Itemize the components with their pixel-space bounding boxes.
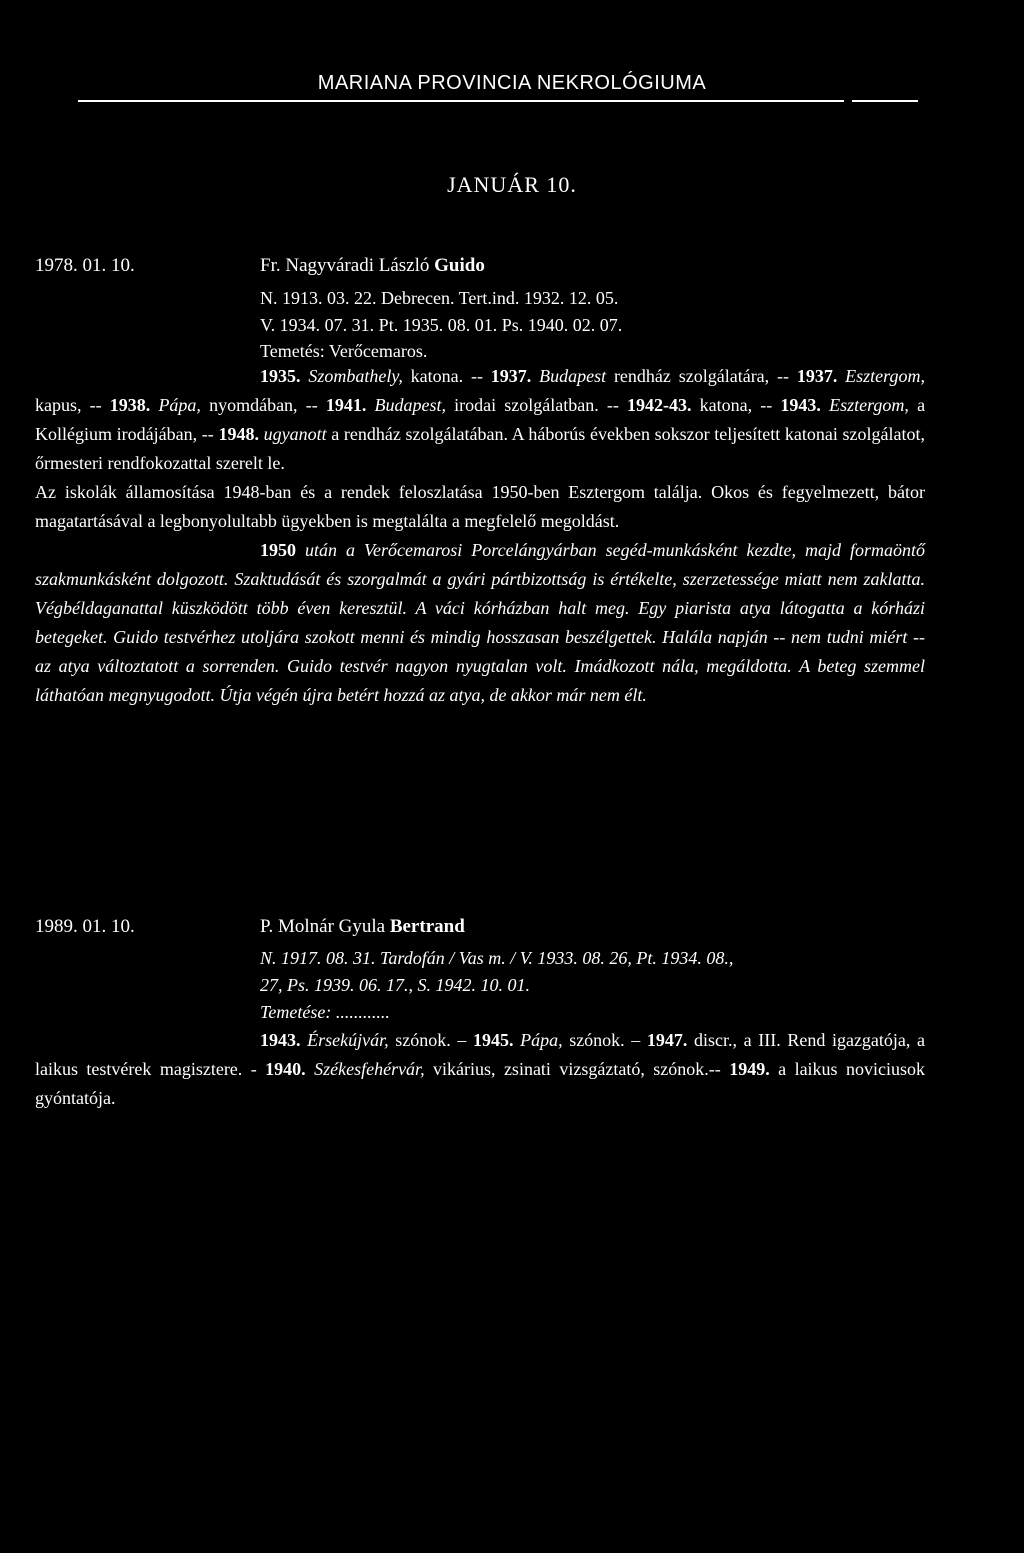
entry-date: 1978. 01. 10. (35, 255, 135, 276)
entry-name (260, 255, 485, 277)
entry-biography: 1943. Érsekújvár, szónok. – 1945. Pápa, szónok. – 1947. discr., a III. Rend igazgatója, a laikus testvérek magisztere. - 1940. Székesfehérvár, vikárius, zsinati vizsgáztató, szónok.-- 1949. a laikus noviciusok gyóntatója. (35, 1030, 926, 1108)
entry-name-prefix: P. Molnár Gyula (260, 916, 386, 937)
running-head: MARIANA PROVINCIA NEKROLÓGIUMA (317, 72, 707, 94)
entry-name-religious: Guido (434, 255, 485, 276)
date-heading: JANUÁR 10. (447, 172, 577, 197)
entry-vital-line: 27, Ps. 1939. 06. 17., S. 1942. 10. 01. (260, 975, 530, 995)
entry-burial-line: Temetés: Verőcemaros. (260, 341, 428, 361)
entry-vital-line: N. 1917. 08. 31. Tardofán / Vas m. / V. 1933. 08. 26, Pt. 1934. 08., (260, 948, 734, 968)
entry-vital-line: N. 1913. 03. 22. Debrecen. Tert.ind. 1932. 12. 05. (260, 288, 619, 308)
header-rule-short (852, 100, 918, 102)
entry-name (260, 916, 465, 938)
header-rule (78, 100, 844, 102)
entry-name-prefix: Fr. Nagyváradi László (260, 255, 430, 276)
entry-date: 1989. 01. 10. (35, 916, 135, 937)
entry-burial-line: Temetése: ............ (260, 1002, 390, 1022)
entry-vital-line: V. 1934. 07. 31. Pt. 1935. 08. 01. Ps. 1940. 02. 07. (260, 315, 623, 335)
entry-name-religious: Bertrand (389, 916, 465, 937)
entry-biography: 1935. Szombathely, katona. -- 1937. Budapest rendház szolgálatára, -- 1937. Esztergom, kapus, -- 1938. Pápa, nyomdában, -- 1941. Budapest, irodai szolgálatban. -- 1942-43. katona, -- 1943. Esztergom, a Kollégium irodájában, -- 1948. ugyanott a rendház szolgálatában. A háborús években sokszor teljesített katonai szolgálatot, őrmesteri rendfokozattal szerelt le. Az iskolák államosítása 1948-ban és a rendek feloszlatása 1950-ben Esztergom találja. Okos és fegyelmezett, bátor magatartásával a legbonyolultabb ügyekben is megtalálta a megfelelő megoldást. 1950 után a Verőcemarosi Porcelángyárban segéd-munkásként kezdte, majd formaöntő szakmunkásként dolgozott. Szaktudását és szorgalmát a gyári pártbizottság is értékelte, szerzetessége miatt nem zaklatta. Végbéldaganattal küszködött több éven keresztül. A váci kórházban halt meg. Egy piarista atya látogatta a kórházi betegeket. Guido testvérhez utoljára szokott menni és mindig hosszasan beszélgettek. Halála napján -- nem tudni miért -- az atya változtatott a sorrenden. Guido testvér nagyon nyugtalan volt. Imádkozott nála, megáldotta. A beteg szemmel láthatóan megnyugodott. Útja végén újra betért hozzá az atya, de akkor már nem élt. (35, 366, 926, 705)
